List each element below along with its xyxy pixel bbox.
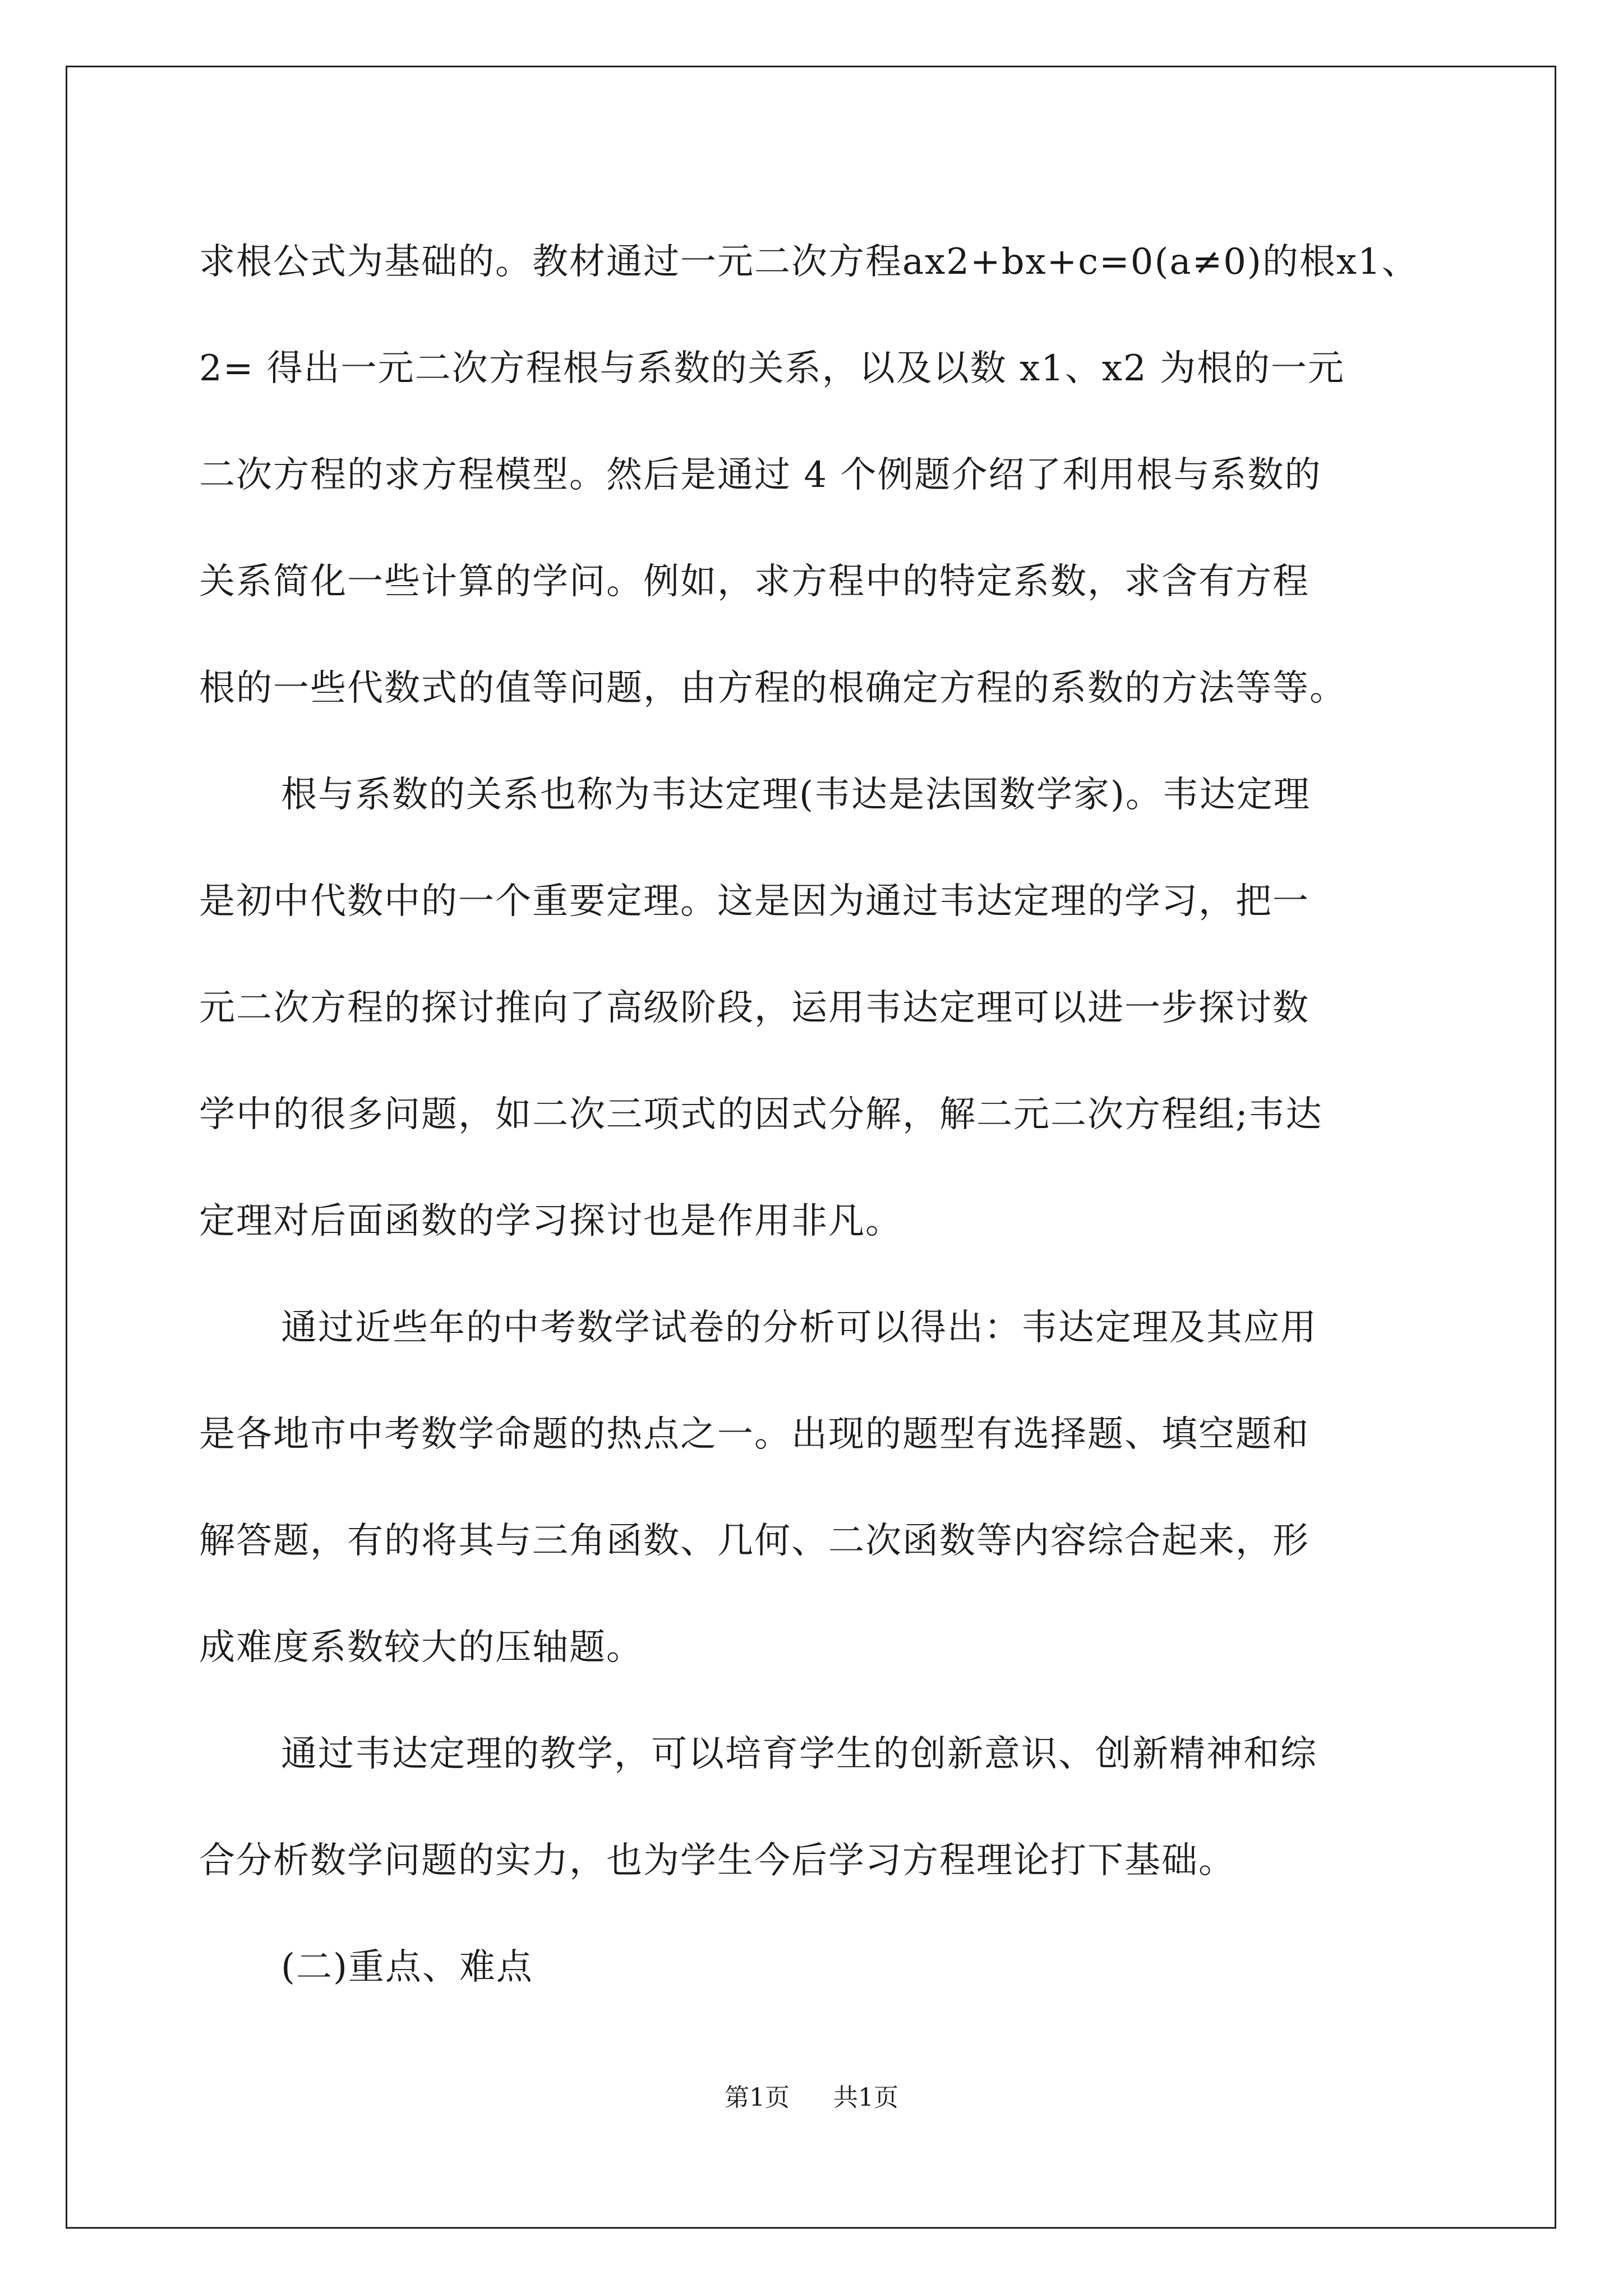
page-number: 第1页 bbox=[725, 2083, 790, 2112]
text-line: 根的一些代数式的值等问题，由方程的根确定方程的系数的方法等等。 bbox=[199, 668, 1347, 709]
paragraph-start-line: 根与系数的关系也称为韦达定理(韦达是法国数学家)。韦达定理 bbox=[281, 774, 1311, 816]
document-body bbox=[199, 209, 1430, 2021]
text-line: 二次方程的求方程模型。然后是通过 4 个例题介绍了利用根与系数的 bbox=[199, 454, 1322, 496]
text-line: 学中的很多问题，如二次三项式的因式分解，解二元二次方程组;韦达 bbox=[199, 1094, 1323, 1135]
text-line: 元二次方程的探讨推向了高级阶段，运用韦达定理可以进一步探讨数 bbox=[199, 987, 1310, 1029]
page-total: 共1页 bbox=[833, 2083, 898, 2112]
page-footer bbox=[0, 2081, 1623, 2115]
paragraph-start-line: 通过韦达定理的教学，可以培育学生的创新意识、创新精神和综 bbox=[281, 1733, 1317, 1775]
paragraph-start-line: 通过近些年的中考数学试卷的分析可以得出：韦达定理及其应用 bbox=[281, 1307, 1317, 1349]
text-line: 合分析数学问题的实力，也为学生今后学习方程理论打下基础。 bbox=[199, 1840, 1235, 1881]
text-line: 求根公式为基础的。教材通过一元二次方程ax2+bx+c=0(a≠0)的根x1、 bbox=[199, 241, 1419, 283]
text-line: 关系简化一些计算的学问。例如，求方程中的特定系数，求含有方程 bbox=[199, 561, 1310, 602]
text-line: 成难度系数较大的压轴题。 bbox=[199, 1627, 643, 1668]
text-line: 解答题，有的将其与三角函数、几何、二次函数等内容综合起来，形 bbox=[199, 1520, 1310, 1562]
text-line: 定理对后面函数的学习探讨也是作用非凡。 bbox=[199, 1200, 902, 1242]
text-line: 是各地市中考数学命题的热点之一。出现的题型有选择题、填空题和 bbox=[199, 1414, 1310, 1455]
text-line: 2= 得出一元二次方程根与系数的关系，以及以数 x1、x2 为根的一元 bbox=[199, 348, 1345, 389]
section-heading: (二)重点、难点 bbox=[281, 1947, 533, 1988]
text-line: 是初中代数中的一个重要定理。这是因为通过韦达定理的学习，把一 bbox=[199, 881, 1310, 922]
